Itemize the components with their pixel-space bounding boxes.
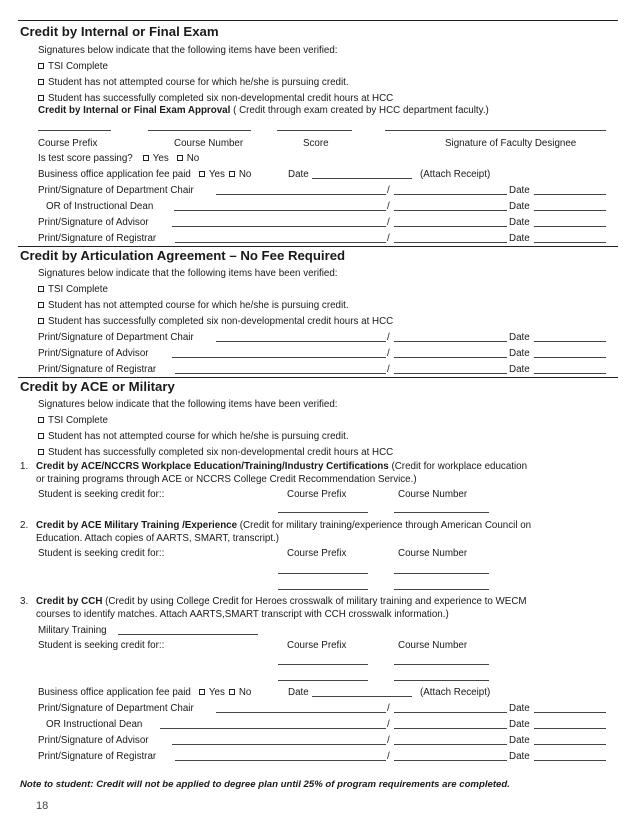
course-number-line[interactable] xyxy=(394,664,489,665)
checkbox-not-attempted[interactable]: Student has not attempted course for which he/she is pursuing credit. xyxy=(38,431,349,442)
checkbox-not-attempted[interactable]: Student has not attempted course for which he/she is pursuing credit. xyxy=(38,77,349,88)
checkbox-icon[interactable] xyxy=(38,417,44,423)
sig-dean-label: OR of Instructional Dean xyxy=(46,201,154,212)
checkbox-icon[interactable] xyxy=(177,155,183,161)
section-title-ace-military: Credit by ACE or Military xyxy=(20,379,175,394)
sig-advisor-label: Print/Signature of Advisor xyxy=(38,348,149,359)
fee-date-line[interactable] xyxy=(312,178,412,179)
checkbox-icon[interactable] xyxy=(229,689,235,695)
checkbox-icon[interactable] xyxy=(143,155,149,161)
fee-date-label: Date xyxy=(288,687,309,698)
sig-advisor-label: Print/Signature of Advisor xyxy=(38,735,149,746)
attach-receipt: (Attach Receipt) xyxy=(420,169,491,180)
exam-approval-line: Credit by Internal or Final Exam Approval ( Credit through exam created by HCC department faculty.) xyxy=(38,105,489,116)
date-label: Date xyxy=(509,201,530,212)
item1-number: 1. xyxy=(20,461,29,472)
checkbox-icon[interactable] xyxy=(38,433,44,439)
seeking-credit-label: Student is seeking credit for:: xyxy=(38,548,165,559)
checkbox-tsi-complete[interactable]: TSI Complete xyxy=(38,415,108,426)
date-label: Date xyxy=(509,751,530,762)
section-divider xyxy=(18,20,618,21)
item2-heading: Credit by ACE Military Training /Experience (Credit for military training/experience through American Council on xyxy=(36,520,532,531)
sig-advisor-line[interactable] xyxy=(172,226,386,227)
sig-registrar-label: Print/Signature of Registrar xyxy=(38,364,157,375)
sig-advisor-print-line[interactable] xyxy=(394,226,507,227)
sig-advisor-print-line[interactable] xyxy=(394,357,507,358)
col-faculty-signature: Signature of Faculty Designee xyxy=(445,138,577,149)
date-label: Date xyxy=(509,703,530,714)
attach-receipt: (Attach Receipt) xyxy=(420,687,491,698)
fee-date-label: Date xyxy=(288,169,309,180)
sig-advisor-date-line[interactable] xyxy=(534,744,606,745)
sig-dept-chair-print-line[interactable] xyxy=(394,194,507,195)
score-passing-question: Is test score passing? Yes No xyxy=(38,153,200,164)
sig-dept-chair-date-line[interactable] xyxy=(534,712,606,713)
item2-description: Education. Attach copies of AARTS, SMART, transcript.) xyxy=(36,533,280,544)
seeking-credit-label: Student is seeking credit for:: xyxy=(38,640,165,651)
sig-dean-date-line[interactable] xyxy=(534,728,606,729)
checkbox-icon[interactable] xyxy=(38,286,44,292)
section-title-articulation: Credit by Articulation Agreement – No Fee Required xyxy=(20,248,346,263)
course-number-line[interactable] xyxy=(394,680,489,681)
section-divider xyxy=(18,246,618,247)
item3-description: courses to identify matches. Attach AARTS,SMART transcript with CCH crosswalk information.) xyxy=(36,609,449,620)
date-label: Date xyxy=(509,735,530,746)
course-number-line[interactable] xyxy=(394,512,489,513)
verification-intro: Signatures below indicate that the following items have been verified: xyxy=(38,45,338,56)
checkbox-icon[interactable] xyxy=(38,449,44,455)
course-prefix-line[interactable] xyxy=(278,664,368,665)
checkbox-icon[interactable] xyxy=(38,79,44,85)
course-prefix-line[interactable] xyxy=(278,573,368,574)
checkbox-icon[interactable] xyxy=(38,318,44,324)
item1-heading: Credit by ACE/NCCRS Workplace Education/Training/Industry Certifications (Credit for workplace education xyxy=(36,461,528,472)
sig-dept-chair-print-line[interactable] xyxy=(394,341,507,342)
sig-dept-chair-line[interactable] xyxy=(216,341,386,342)
military-training-line[interactable] xyxy=(118,634,258,635)
sig-registrar-date-line[interactable] xyxy=(534,760,606,761)
sig-dean-date-line[interactable] xyxy=(534,210,606,211)
checkbox-icon[interactable] xyxy=(199,689,205,695)
checkbox-icon[interactable] xyxy=(38,302,44,308)
sig-dept-chair-line[interactable] xyxy=(216,194,386,195)
section-title-internal-exam: Credit by Internal or Final Exam xyxy=(20,24,219,39)
col-course-number: Course Number xyxy=(174,138,244,149)
sig-advisor-date-line[interactable] xyxy=(534,226,606,227)
checkbox-icon[interactable] xyxy=(199,171,205,177)
item3-number: 3. xyxy=(20,596,29,607)
sig-advisor-line[interactable] xyxy=(172,357,386,358)
course-number-line[interactable] xyxy=(148,130,251,131)
sig-registrar-line[interactable] xyxy=(175,373,386,374)
section-divider xyxy=(18,377,618,378)
checkbox-icon[interactable] xyxy=(38,63,44,69)
sig-registrar-date-line[interactable] xyxy=(534,242,606,243)
sig-dept-chair-label: Print/Signature of Department Chair xyxy=(38,332,194,343)
faculty-signature-line[interactable] xyxy=(385,130,606,131)
date-label: Date xyxy=(509,364,530,375)
student-note: Note to student: Credit will not be applied to degree plan until 25% of program requirements are completed. xyxy=(20,779,510,790)
sig-dean-line[interactable] xyxy=(160,728,386,729)
sig-advisor-label: Print/Signature of Advisor xyxy=(38,217,149,228)
sig-registrar-line[interactable] xyxy=(175,760,386,761)
col-course-prefix: Course Prefix xyxy=(287,548,347,559)
col-course-number: Course Number xyxy=(398,548,468,559)
sig-dept-chair-line[interactable] xyxy=(216,712,386,713)
course-prefix-line[interactable] xyxy=(278,589,368,590)
fee-paid-line: Business office application fee paid Yes No xyxy=(38,169,252,180)
sig-dept-chair-date-line[interactable] xyxy=(534,341,606,342)
date-label: Date xyxy=(509,233,530,244)
seeking-credit-label: Student is seeking credit for:: xyxy=(38,489,165,500)
col-course-prefix: Course Prefix xyxy=(287,489,347,500)
col-score: Score xyxy=(303,138,329,149)
verification-intro: Signatures below indicate that the following items have been verified: xyxy=(38,399,338,410)
sig-dean-print-line[interactable] xyxy=(394,210,507,211)
sig-advisor-print-line[interactable] xyxy=(394,744,507,745)
sig-dean-print-line[interactable] xyxy=(394,728,507,729)
course-prefix-line[interactable] xyxy=(278,512,368,513)
page-number: 18 xyxy=(36,800,49,812)
date-label: Date xyxy=(509,185,530,196)
sig-registrar-print-line[interactable] xyxy=(394,760,507,761)
sig-dean-label: OR Instructional Dean xyxy=(46,719,143,730)
course-number-line[interactable] xyxy=(394,573,489,574)
sig-registrar-label: Print/Signature of Registrar xyxy=(38,751,157,762)
checkbox-not-attempted[interactable]: Student has not attempted course for which he/she is pursuing credit. xyxy=(38,300,349,311)
col-course-number: Course Number xyxy=(398,489,468,500)
sig-registrar-line[interactable] xyxy=(175,242,386,243)
item2-number: 2. xyxy=(20,520,29,531)
score-line[interactable] xyxy=(277,130,352,131)
sig-registrar-date-line[interactable] xyxy=(534,373,606,374)
checkbox-six-credit-hours[interactable]: Student has successfully completed six non-developmental credit hours at HCC xyxy=(38,93,393,104)
sig-registrar-print-line[interactable] xyxy=(394,373,507,374)
sig-registrar-label: Print/Signature of Registrar xyxy=(38,233,157,244)
military-training-label: Military Training xyxy=(38,625,107,636)
col-course-number: Course Number xyxy=(398,640,468,651)
course-prefix-line[interactable] xyxy=(278,680,368,681)
checkbox-six-credit-hours[interactable]: Student has successfully completed six non-developmental credit hours at HCC xyxy=(38,447,393,458)
item3-heading: Credit by CCH (Credit by using College Credit for Heroes crosswalk of military training and experience to WECM xyxy=(36,596,527,607)
date-label: Date xyxy=(509,348,530,359)
verification-intro: Signatures below indicate that the following items have been verified: xyxy=(38,268,338,279)
sig-registrar-print-line[interactable] xyxy=(394,242,507,243)
checkbox-tsi-complete[interactable]: TSI Complete xyxy=(38,61,108,72)
course-number-line[interactable] xyxy=(394,589,489,590)
checkbox-six-credit-hours[interactable]: Student has successfully completed six non-developmental credit hours at HCC xyxy=(38,316,393,327)
checkbox-icon[interactable] xyxy=(229,171,235,177)
date-label: Date xyxy=(509,217,530,228)
checkbox-icon[interactable] xyxy=(38,95,44,101)
form-page: Credit by Internal or Final Exam Signatures below indicate that the following items have been verified: TSI Complete Student has not attempted course for which he/she is pursuing credit. Student has successfully completed six non-developmental credit hours at HCC Credit by Internal or Final Exam Approval ( Credit through exam created by HCC department faculty.) Course Prefix Course Number Score Signature of Faculty Designee Is test score passing? Yes No Business office application fee paid Yes No Date (Attach Receipt) Print/Signature of Department Chair / Date OR of Instructional Dean / Date Print/Signature of Advisor / Date Print/Signature of Registrar / Date Credit by Articulation Agreement – No Fee Required Signatures below indicate that the following items have been verified: TSI Complete Student has not attempted course for which he/she is pursuing credit. Student has successfully completed six non-developmental credit hours at HCC Print/Signature of Department Chair / Date Print/Signature of Advisor / Date Print/Signature of Registrar / Date Credit by ACE or Military Signatures below indicate that the following items have been verified: TSI Complete Student has not attempted course for which he/she is pursuing credit. Student has successfully completed six non-developmental credit hours at HCC 1. Credit by ACE/NCCRS Workplace Education/Training/Industry Certifications (Credit for workplace education or training programs through ACE or NCCRS College Credit Recommendation Service.) Student is seeking credit for:: Course Prefix Course Number 2. Credit by ACE Military Training /Experience (Credit for military training/experience through American Council on Education. Attach copies of AARTS, SMART, transcript.) Student is seeking credit for:: Course Prefix Course Number 3. Credit by CCH (Credit by using College Credit for Heroes crosswalk of military training and experience to WECM courses to identify matches. Attach AARTS,SMART transcript with CCH crosswalk information.) Military Training Student is seeking credit for:: Course Prefix Course Number Business office application fee paid Yes No Date (Attach Receipt) Print/Signature of Department Chair / Date OR Instructional Dean / Date Print/Signature of Advisor / Date Print/Signature of Registrar / Date Note to student: Credit will not be applied to degree plan until 25% of program requirements are completed. 18 xyxy=(0,0,638,826)
checkbox-tsi-complete[interactable]: TSI Complete xyxy=(38,284,108,295)
col-course-prefix: Course Prefix xyxy=(287,640,347,651)
fee-paid-line: Business office application fee paid Yes No xyxy=(38,687,252,698)
sig-dean-line[interactable] xyxy=(174,210,386,211)
sig-dept-chair-label: Print/Signature of Department Chair xyxy=(38,703,194,714)
sig-advisor-line[interactable] xyxy=(172,744,386,745)
sig-advisor-date-line[interactable] xyxy=(534,357,606,358)
sig-dept-chair-date-line[interactable] xyxy=(534,194,606,195)
sig-dept-chair-label: Print/Signature of Department Chair xyxy=(38,185,194,196)
course-prefix-line[interactable] xyxy=(38,130,111,131)
fee-date-line[interactable] xyxy=(312,696,412,697)
col-course-prefix: Course Prefix xyxy=(38,138,98,149)
item1-description: or training programs through ACE or NCCRS College Credit Recommendation Service.) xyxy=(36,474,417,485)
date-label: Date xyxy=(509,332,530,343)
date-label: Date xyxy=(509,719,530,730)
sig-dept-chair-print-line[interactable] xyxy=(394,712,507,713)
